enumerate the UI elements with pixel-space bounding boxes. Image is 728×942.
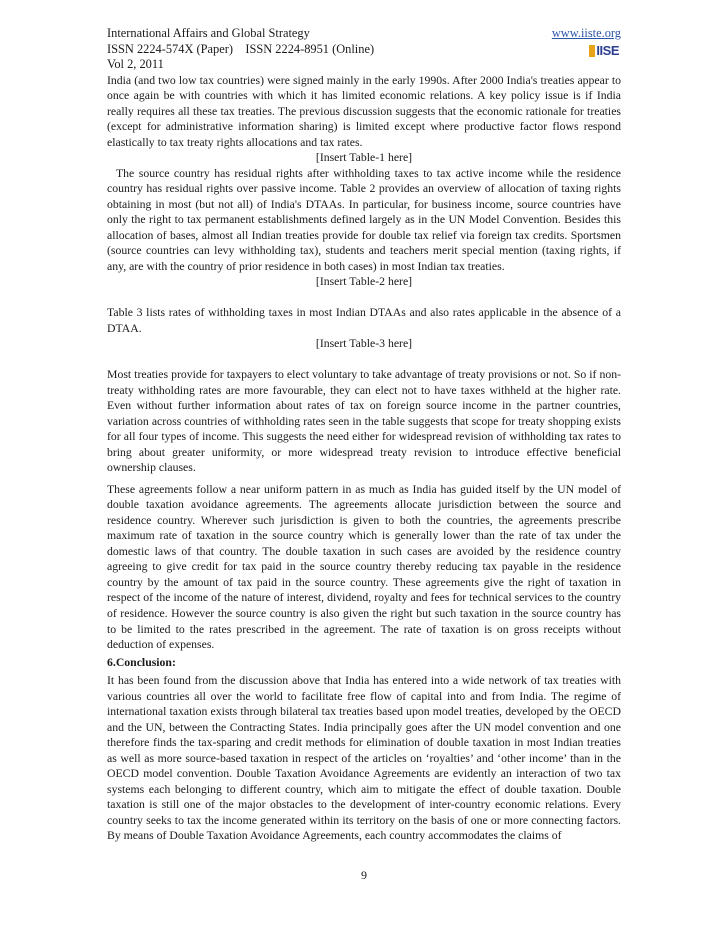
running-header bbox=[107, 26, 621, 73]
logo-text: IISE bbox=[596, 43, 619, 58]
paragraph-1: India (and two low tax countries) were signed mainly in the early 1990s. After 2000 India's treaties appear to once again be with countries with which it has limited economic relations. A key policy issue is if India really requires all these tax treaties. The previous discussion suggests that the economic rationale for treaties (except for administrative information sharing) is limited except where productive factor flows respond elastically to tax treaty rights allocations and tax rates. bbox=[107, 73, 621, 149]
issn-line: ISSN 2224-574X (Paper) ISSN 2224-8951 (Online) bbox=[107, 41, 375, 56]
journal-url-link[interactable]: www.iiste.org bbox=[551, 26, 621, 40]
page-number: 9 bbox=[361, 868, 367, 882]
section-heading-conclusion: 6.Conclusion: bbox=[107, 655, 176, 669]
page-content bbox=[107, 26, 621, 844]
logo-bar-icon bbox=[589, 45, 595, 57]
insert-table-2: [Insert Table-2 here] bbox=[315, 275, 413, 289]
paragraph-6: It has been found from the discussion above that India has entered into a wide network of tax treaties with various countries all over the world to facilitate free flow of capital into and from India. The regime of international taxation exists through bilateral tax treaties based upon model treaties, developed by the OECD and the UN, between the Contracting States. India principally goes after the UN model convention and one therefore finds the tax-sparing and credit methods for elimination of double taxation in most Indian treaties as well as more source-based taxation in respect of the articles on ‘royalties’ and ‘other income’ than in the OECD model convention. Double Taxation Avoidance Agreements are evidently an interaction of two tax systems each belonging to different country, which aim to mitigate the effect of double taxation. Double taxation is still one of the major obstacles to the development of inter-country economic relations. Every country seeks to tax the income generated within its territory on the basis of one or more connecting factors. By means of Double Taxation Avoidance Agreements, each country accommodates the claims of bbox=[107, 674, 621, 843]
iiste-logo bbox=[589, 43, 619, 60]
volume-line: Vol 2, 2011 bbox=[107, 57, 164, 71]
paragraph-3: Table 3 lists rates of withholding taxes in most Indian DTAAs and also rates applicable in the absence of a DTAA. bbox=[107, 306, 621, 335]
journal-title: International Affairs and Global Strategy bbox=[107, 26, 310, 40]
insert-table-3: [Insert Table-3 here] bbox=[315, 337, 413, 351]
insert-table-1: [Insert Table-1 here] bbox=[315, 151, 413, 165]
paragraph-4: Most treaties provide for taxpayers to elect voluntary to take advantage of treaty provisions or not. So if non-treaty withholding rates are more favourable, they can elect not to have taxes withheld at the higher rate. Even without further information about rates of tax on foreign source income in the partner countries, variation across countries of withholding rates seen in the table suggests that scope for treaty shopping exists for all four types of income. This suggests the need either for widespread revision of withholding tax rates to bring about greater uniformity, or more widespread treaty revision to introduce effective beneficial ownership clauses. bbox=[107, 368, 621, 475]
paragraph-2: The source country has residual rights after withholding taxes to tax active income while the residence country has residual rights over passive income. Table 2 provides an overview of allocation of taxing rights obtaining in most (but not all) of India's DTAAs. In particular, for business income, source countries have only the right to tax permanent establishments defined largely as in the UN Model Convention. Besides this allocation of bases, almost all Indian treaties provide for double tax relief via foreign tax credits. Sportsmen (source countries can levy withholding tax), students and teachers merit special mention (taxing rights, if any, are with the country of prior residence in both cases) in most Indian tax treaties. bbox=[107, 166, 621, 273]
paragraph-5: These agreements follow a near uniform pattern in as much as India has guided itself by the UN model of double taxation avoidance agreements. The agreements allocate jurisdiction between the source and residence country. Wherever such jurisdiction is given to both the countries, the agreements prescribe maximum rate of taxation in the source country which is generally lower than the rate of tax under the domestic laws of that country. The double taxation in such cases are avoided by the residence country agreeing to give credit for tax paid in the source country thereby reducing tax payable in the residence country by the amount of tax paid in the source country. These agreements give the right of taxation in respect of the income of the nature of interest, dividend, royalty and fees for technical services to the country of residence. However the source country is also given the right but such taxation in the source country has to be limited to the rates prescribed in the agreement. The rate of taxation is on gross receipts without deduction of expenses. bbox=[107, 482, 621, 652]
